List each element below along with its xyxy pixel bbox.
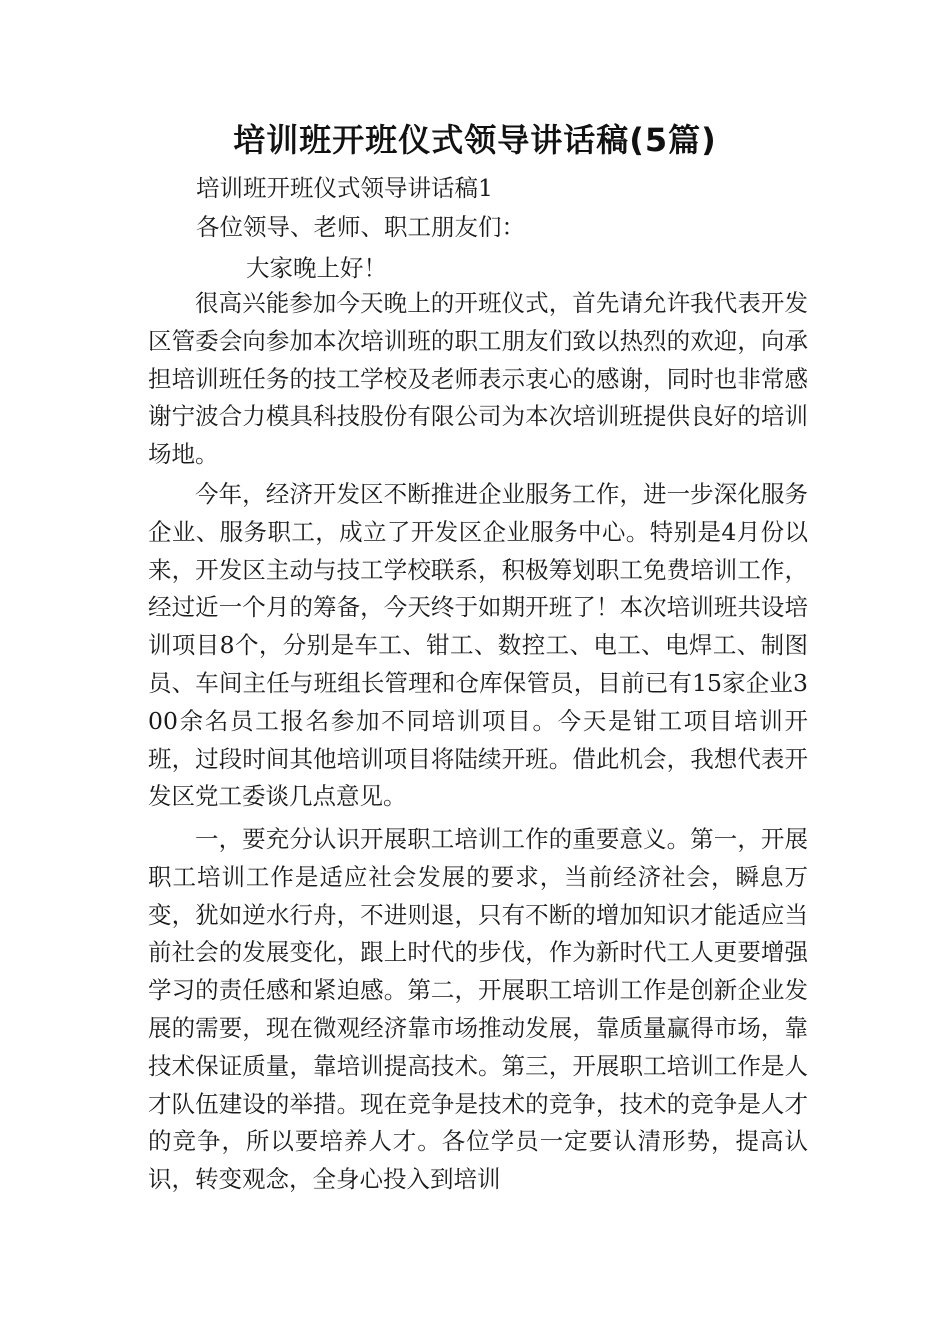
document-title: 培训班开班仪式领导讲话稿(5篇) xyxy=(233,121,717,159)
salutation: 各位领导、老师、职工朋友们： xyxy=(196,213,525,241)
greeting: 大家晚上好！ xyxy=(246,254,387,282)
paragraph-3: 一，要充分认识开展职工培训工作的重要意义。第一，开展职工培训工作是适应社会发展的要求，当前经济社会，瞬息万变，犹如逆水行舟，不进则退，只有不断的增加知识才能适应当前社会的发展变化，跟上时代的步伐，作为新时代工人更要增强学习的责任感和紧迫感。第二，开展职工培训工作是创新企业发展的需要，现在微观经济靠市场推动发展，靠质量赢得市场，靠技术保证质量，靠培训提高技术。第三，开展职工培训工作是人才队伍建设的举措。现在竞争是技术的竞争，技术的竞争是人才的竞争，所以要培养人才。各位学员一定要认清形势，提高认识，转变观念，全身心投入到培训 xyxy=(148,825,808,1194)
document-subtitle: 培训班开班仪式领导讲话稿1 xyxy=(196,174,493,202)
paragraph-2: 今年，经济开发区不断推进企业服务工作，进一步深化服务企业、服务职工，成立了开发区企业服务中心。特别是4月份以来，开发区主动与技工学校联系，积极筹划职工免费培训工作，经过近一个月的筹备，今天终于如期开班了！本次培训班共设培训项目8个，分别是车工、钳工、数控工、电工、电焊工、制图员、车间主任与班组长管理和仓库保管员，目前已有15家企业300余名员工报名参加不同培训项目。今天是钳工项目培训开班，过段时间其他培训项目将陆续开班。借此机会，我想代表开发区党工委谈几点意见。 xyxy=(148,480,808,811)
paragraph-1: 很高兴能参加今天晚上的开班仪式，首先请允许我代表开发区管委会向参加本次培训班的职工朋友们致以热烈的欢迎，向承担培训班任务的技工学校及老师表示衷心的感谢，同时也非常感谢宁波合力模具科技股份有限公司为本次培训班提供良好的培训场地。 xyxy=(148,289,808,469)
